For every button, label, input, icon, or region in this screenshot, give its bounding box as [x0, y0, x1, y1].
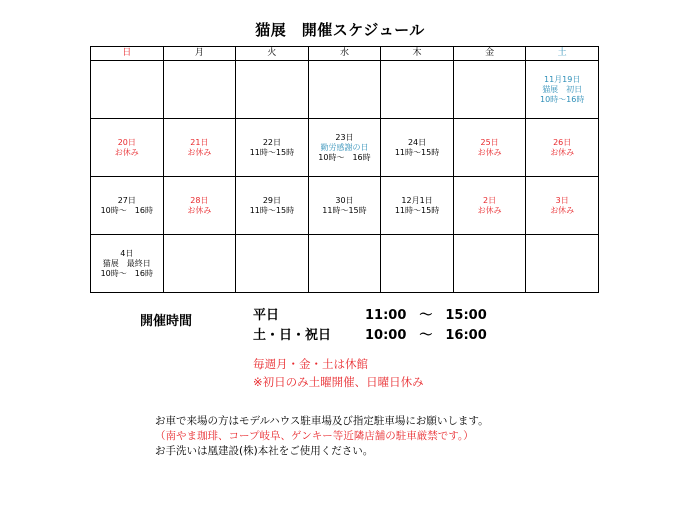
- day-date-label: 28日: [190, 195, 209, 205]
- closed-days-notes: [253, 355, 424, 391]
- day-detail-label: 10時～ 16時: [100, 205, 153, 215]
- calendar-day-cell: [526, 119, 599, 177]
- weekday-hours-label: 平日: [253, 308, 280, 323]
- weekday-header-row: [91, 47, 599, 61]
- calendar-day-cell: [453, 177, 526, 235]
- day-detail-label: 猫展 初日: [542, 84, 583, 94]
- closed-days-note: 毎週月・金・土は休館: [253, 357, 368, 371]
- day-detail-label: 11時～15時: [322, 205, 367, 215]
- weekday-header-thu: 木: [381, 47, 454, 61]
- weekday-hours-time: 11:00 ～ 15:00: [365, 308, 487, 323]
- calendar-empty-cell: [453, 235, 526, 293]
- weekend-hours-row: [253, 324, 487, 343]
- calendar-day-cell: [526, 61, 599, 119]
- day-detail-label: お休み: [477, 147, 502, 157]
- day-detail-label: 10時～16時: [540, 94, 585, 104]
- day-date-label: 21日: [190, 137, 209, 147]
- day-detail-label: 11時～15時: [249, 147, 295, 157]
- day-date-label: 20日: [117, 137, 136, 147]
- day-date-label: 26日: [553, 137, 572, 147]
- day-date-label: 30日: [335, 195, 354, 205]
- schedule-calendar: [90, 46, 599, 293]
- calendar-day-cell: [453, 119, 526, 177]
- day-detail-label: 猫展 最終日: [102, 258, 151, 268]
- opening-day-note: ※初日のみ土曜開催、日曜日休み: [253, 375, 424, 389]
- weekday-header-mon: 月: [163, 47, 236, 61]
- calendar-day-cell: [236, 177, 309, 235]
- day-detail-label: お休み: [550, 205, 575, 215]
- calendar-empty-cell: [308, 235, 381, 293]
- calendar-day-cell: [91, 177, 164, 235]
- restroom-note: お手洗いは凰建設(株)本社をご使用ください。: [155, 445, 374, 457]
- day-detail-label: 10時～ 16時: [318, 152, 371, 162]
- calendar-day-cell: [236, 119, 309, 177]
- day-detail-label: お休み: [114, 147, 139, 157]
- parking-prohibition: （南やま珈琲、コープ岐阜、ゲンキー等近隣店舗の駐車厳禁です。）: [155, 430, 474, 442]
- calendar-week-row: [91, 235, 599, 293]
- day-date-label: 12月1日: [401, 195, 433, 205]
- weekday-hours-row: [253, 304, 487, 323]
- page-title: 猫展 開催スケジュール: [255, 21, 425, 39]
- day-date-label: 22日: [262, 137, 281, 147]
- day-date-label: 3日: [555, 195, 569, 205]
- calendar-day-cell: [308, 119, 381, 177]
- parking-notes: [155, 414, 489, 459]
- calendar-week-row: [91, 61, 599, 119]
- calendar-day-cell: [381, 177, 454, 235]
- day-date-label: 23日: [335, 132, 354, 142]
- calendar-empty-cell: [163, 61, 236, 119]
- calendar-day-cell: [381, 119, 454, 177]
- day-date-label: 25日: [480, 137, 499, 147]
- calendar-empty-cell: [236, 235, 309, 293]
- day-detail-label: お休み: [187, 147, 212, 157]
- calendar-empty-cell: [236, 61, 309, 119]
- calendar-day-cell: [526, 177, 599, 235]
- hours-heading: 開催時間: [140, 314, 193, 329]
- day-detail-label: お休み: [477, 205, 502, 215]
- weekday-header-sat: 土: [526, 47, 599, 61]
- calendar-empty-cell: [381, 61, 454, 119]
- calendar-day-cell: [163, 177, 236, 235]
- calendar-day-cell: [91, 235, 164, 293]
- day-detail-label: お休み: [187, 205, 212, 215]
- day-detail-label: 11時～15時: [249, 205, 295, 215]
- calendar-empty-cell: [526, 235, 599, 293]
- day-date-label: 29日: [262, 195, 281, 205]
- calendar-week-row: [91, 177, 599, 235]
- day-date-label: 11月19日: [544, 74, 581, 84]
- calendar-empty-cell: [308, 61, 381, 119]
- calendar-empty-cell: [163, 235, 236, 293]
- calendar-empty-cell: [453, 61, 526, 119]
- weekday-header-tue: 火: [236, 47, 309, 61]
- day-detail-label: お休み: [550, 147, 575, 157]
- day-detail-label: 10時～ 16時: [100, 268, 153, 278]
- calendar-empty-cell: [91, 61, 164, 119]
- day-date-label: 4日: [120, 248, 134, 258]
- parking-instruction: お車で来場の方はモデルハウス駐車場及び指定駐車場にお願いします。: [155, 415, 489, 427]
- day-detail-label: 11時～15時: [394, 205, 440, 215]
- calendar-day-cell: [91, 119, 164, 177]
- weekday-header-fri: 金: [453, 47, 526, 61]
- day-date-label: 2日: [483, 195, 497, 205]
- calendar-empty-cell: [381, 235, 454, 293]
- calendar-week-row: [91, 119, 599, 177]
- weekday-header-sun: 日: [91, 47, 164, 61]
- day-detail-label: 11時～15時: [394, 147, 440, 157]
- weekend-hours-label: 土・日・祝日: [253, 328, 332, 343]
- day-date-label: 27日: [117, 195, 136, 205]
- calendar-day-cell: [308, 177, 381, 235]
- day-detail-label: 勤労感謝の日: [320, 142, 369, 152]
- weekend-hours-time: 10:00 ～ 16:00: [365, 328, 487, 343]
- calendar-day-cell: [163, 119, 236, 177]
- day-date-label: 24日: [407, 137, 427, 147]
- weekday-header-wed: 水: [308, 47, 381, 61]
